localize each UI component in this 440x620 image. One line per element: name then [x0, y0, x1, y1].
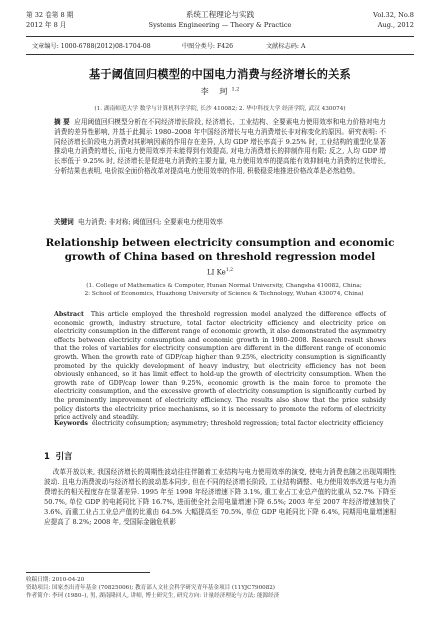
footnote-received: 收稿日期: 2010-04-20: [26, 577, 85, 583]
footnote-rule: [26, 572, 150, 573]
introduction-paragraph: 改革开放以来, 我国经济增长的周期性波动往往伴随着工业结构与电力使用效率的演变, 使电力消费也随之出现周期性波动. 且电力消费波动与经济增长的波动基本同步, 但在不同的经济增长阶段, 工业结构调整、电力使用效率改进与电力消费增长的相关程度存在显著差异. 1995 年至 1998 年经济增速下降 3.1%, 重工业占工业总产值的比重从 52.7% 下降至 50.7%, 单位 GDP 的电耗同比下降 16.7%, 进而使全社会用电量增速下降 6.5%; 2003 年至 2007 年经济增速加快了 3.6%, 而重工业占工业总产值的比重由 64.5% 大幅提高至 70.5%, 单位 GDP 电耗同比下降 6.4%, 同期用电量增速相应提高了 8.2%; 2008 年, 受国际金融危机影: [44, 468, 396, 526]
footnote-funding: 资助项目: 国家杰出青年基金 (70825006); 教育部人文社会科学研究青年基金项目 (11YJC790082): [26, 585, 275, 591]
english-keywords-text: electricity consumption; asymmetry; threshold regression; total factor electricity efficiency: [91, 420, 384, 427]
clc-code: 中图分类号: F426: [182, 43, 234, 50]
section-number: 1: [44, 451, 50, 461]
running-header: [26, 10, 414, 34]
chinese-author-sup: 1,2: [231, 86, 240, 93]
chinese-keywords-label: 关键词: [54, 218, 74, 226]
chinese-keywords-text: 电力消费; 非对称; 阈值回归; 全要素电力使用效率: [77, 218, 223, 226]
header-right: [373, 10, 414, 30]
document-code: 文献标志码: A: [266, 43, 306, 50]
english-abstract-label: Abstract: [54, 311, 84, 318]
english-author-sup: 1,2: [225, 268, 233, 273]
footnote-bio: 作者简介: 李珂 (1980–), 男, 湖南隆回人, 讲师, 博士研究生, 研究方向: 计量经济理论与方法; 能源经济: [26, 593, 280, 599]
section-title: 引言: [55, 451, 73, 461]
chinese-title: 基于阈值回归模型的中国电力消费与经济增长的关系: [89, 68, 351, 81]
chinese-author: [0, 86, 440, 97]
meta-rule: [26, 54, 414, 55]
chinese-abstract-label: 摘 要: [54, 118, 70, 126]
english-keywords-label: Keywords: [54, 420, 88, 427]
journal-en: Systems Engineering — Theory & Practice: [148, 21, 292, 29]
header-rule: [26, 36, 414, 37]
english-keywords: [54, 420, 386, 429]
volume-cn: 第 32 卷第 8 期: [26, 11, 74, 19]
chinese-keywords: [54, 218, 386, 228]
english-abstract-text: This article employed the threshold regression model analyzed the difference effects of economic growth, industry structure, total factor electricity efficiency and electricity price on electricity consumption in the different range of economic growth, it also demonstrated the asymmetry effects between electricity consumption and economic growth in 1980–2008. Research result shows that the roles of variables for electricity consumption are different in the different range of economic growth. When the growth rate of GDP/cap higher than 9.25%, electricity consumption is significantly promoted by the quickly development of heavy industry, but electricity efficiency has not been obviously enhanced, so it has limit effect to hold-up the growth of electricity consumption. When the growth rate of GDP/cap lower than 9.25%, economic growth is the main force to promote the electricity consumption, and the excessive growth of electricity consumption is significantly curbed by the prominently improvement of electricity efficiency. The results also show that the price subsidy policy distorts the electricity price mechanisms, so it is necessary to promote the reform of electricity price actively and steadily.: [54, 311, 386, 422]
chinese-abstract-text: 应用阈值回归模型分析在不同经济增长阶段, 经济增长、工业结构、全要素电力使用效率和电力价格对电力消费的差异性影响, 并基于此揭示 1980–2008 年中国经济增长与电力消费增长非对称变化的原因。研究表明: 不同经济增长阶段电力消费对其影响因素的作用存在差异, 人均 GDP 增长率高于 9.25% 时, 工业结构的重型化显著推动电力消费的增长, 而电力使用效率并未能得到有效提高, 对电力消费增长的抑制作用有限; 反之, 人均 GDP 增长率低于 9.25% 时, 经济增长是促进电力消费的主要力量, 电力使用效率的提高能有效抑制电力消费的过快增长, 分析结果也表明, 电价拟全面价格改革对提高电力使用效率的作用, 积极稳妥地推进价格改革是必然趋势。: [54, 118, 386, 175]
english-author-name: LI Ke: [207, 268, 226, 277]
english-affiliation-2: 2: School of Economics, Huazhong University of Science & Technology, Wuhan 430074, China): [84, 291, 364, 298]
introduction-text: [44, 467, 396, 557]
chinese-author-name: 李 珂: [200, 86, 232, 96]
english-affiliation-1: (1. College of Mathematics & Computer, Hunan Normal University, Changsha 410082, China;: [86, 283, 362, 289]
volume-en: Vol.32, No.8: [373, 11, 414, 19]
english-author: [0, 268, 440, 276]
header-center: [26, 10, 414, 30]
section-heading: [44, 450, 72, 462]
footnotes: [26, 576, 416, 600]
article-id: 文章编号: 1000-6788(2012)08-1704-08: [32, 43, 151, 50]
journal-cn: 系统工程理论与实践: [185, 10, 255, 19]
chinese-abstract: [54, 118, 386, 214]
date-en: Aug., 2012: [377, 21, 414, 29]
english-affiliation: [64, 282, 384, 298]
chinese-affiliation: (1. 湖南师范大学 数学与计算机科学学院, 长沙 410082; 2. 华中科技大学 经济学院, 武汉 430074): [94, 106, 346, 112]
date-cn: 2012 年 8 月: [26, 21, 67, 29]
english-title: Relationship between electricity consumption and economic growth of China based on threshold regression model: [45, 237, 395, 263]
english-abstract: [54, 311, 386, 422]
